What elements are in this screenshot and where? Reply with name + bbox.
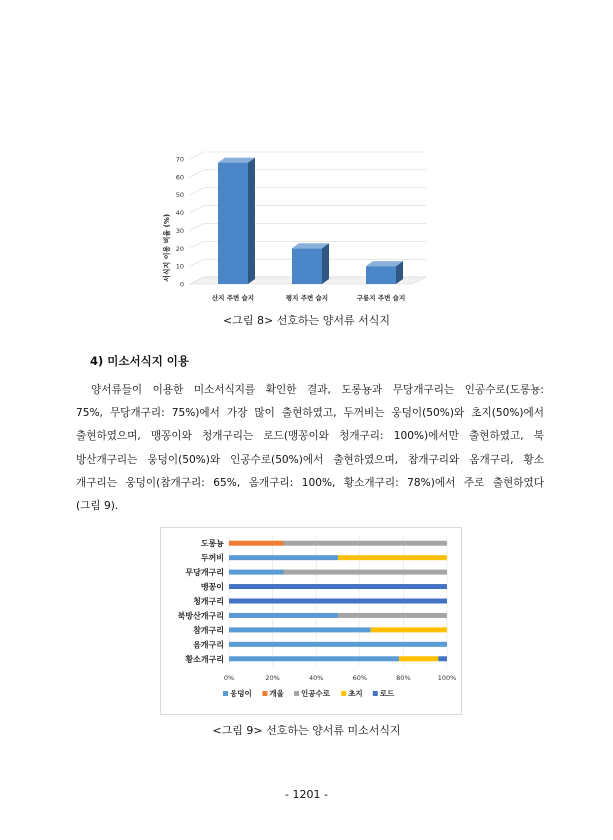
figure8-gridline-side xyxy=(190,152,204,159)
figure9-legend xyxy=(223,688,395,698)
figure8-chart xyxy=(150,138,450,308)
figure9-bar-segment xyxy=(229,642,447,647)
figure8-bar-front xyxy=(366,266,396,284)
figure8-gridline-side xyxy=(190,259,204,266)
figure8-gridline-side xyxy=(190,223,204,230)
figure9-legend-swatch xyxy=(223,691,228,696)
figure8-bar xyxy=(292,243,329,284)
figure9-x-tick-label: 60% xyxy=(352,674,368,682)
figure8-bar xyxy=(366,261,403,284)
figure9-x-tick-label: 0% xyxy=(223,674,235,682)
figure9-bar-segment xyxy=(284,541,448,546)
figure9-bar-segment xyxy=(229,599,447,604)
body-paragraph xyxy=(76,379,544,518)
figure8-y-tick-label: 60 xyxy=(175,173,184,182)
figure9-bar-segment xyxy=(399,656,438,661)
figure8-y-tick-label: 50 xyxy=(175,191,184,200)
figure9-bar-segment xyxy=(229,627,371,632)
figure9-legend-label: 초지 xyxy=(348,689,363,698)
figure9-bar-segment xyxy=(229,613,338,618)
figure8-bar-side xyxy=(248,158,255,284)
figure9-x-tick-label: 40% xyxy=(308,674,324,682)
figure9-category-label: 무당개구리 xyxy=(185,568,224,578)
figure9-bar-segment xyxy=(438,656,447,661)
figure9-bar-segment xyxy=(338,555,447,560)
figure9-category-label: 옴개구리 xyxy=(193,640,224,650)
figure9-legend-label: 인공수로 xyxy=(301,689,330,698)
figure8-gridline-side xyxy=(190,188,204,195)
figure8-bars xyxy=(218,158,403,284)
paragraph-line: (그림 9). xyxy=(76,500,119,513)
figure9-category-label: 참개구리 xyxy=(193,625,224,635)
figure8-y-axis-label: 서식지 이용 비율 (%) xyxy=(163,213,171,283)
figure9-x-tick-label: 20% xyxy=(265,674,280,682)
figure8-bar-side xyxy=(322,243,329,284)
paragraph-line: 출현하였으며, 맹꽁이와 청개구리는 로드(맹꽁이와 청개구리: 100%)에서만 출현하였고, 북 xyxy=(76,430,544,443)
figure9-bar-segment xyxy=(229,555,338,560)
figure9-x-tick-label: 80% xyxy=(396,674,411,682)
figure8-gridline-side xyxy=(190,206,204,213)
figure9-bar-segment xyxy=(229,584,447,589)
page-number: - 1201 - xyxy=(285,788,328,801)
paragraph-line: 방산개구리는 웅덩이(50%)와 인공수로(50%)에서 출현하였으며, 참개구리와 옴개구리, 황소 xyxy=(76,453,544,466)
figure9-category-labels xyxy=(177,539,225,664)
paragraph-line: 양서류들이 이용한 미소서식지를 확인한 결과, 도롱뇽과 무당개구리는 인공수로(도롱뇽: xyxy=(91,384,544,396)
figure9-bar-segment xyxy=(229,656,399,661)
figure9-category-label: 청개구리 xyxy=(193,597,224,606)
figure8-y-tick-label: 70 xyxy=(175,155,184,164)
paragraph-line: 개구리는 웅덩이(참개구리: 65%, 옴개구리: 100%, 황소개구리: 78%)에서 주로 출현하였다 xyxy=(76,476,544,489)
figure8-category-labels xyxy=(212,293,405,302)
figure8-y-tick-label: 30 xyxy=(175,226,184,235)
paragraph-line: 75%, 무당개구리: 75%)에서 가장 많이 출현하였고, 두꺼비는 웅덩이(50%)와 초지(50%)에서 xyxy=(76,407,544,420)
figure8-category-label: 구릉지 주변 습지 xyxy=(356,294,406,302)
figure9-bars xyxy=(229,541,447,662)
figure9-bar-segment xyxy=(338,613,447,618)
figure8-gridline-side xyxy=(190,170,204,177)
figure9-category-label: 북방산개구리 xyxy=(177,611,224,621)
figure8-y-tick-labels xyxy=(176,156,184,289)
figure9-category-label: 두꺼비 xyxy=(200,553,224,563)
figure8-bar xyxy=(218,158,255,284)
figure9-legend-label: 개울 xyxy=(269,689,284,698)
figure9-bar-segment xyxy=(284,570,448,575)
figure9-caption: <그림 9> 선호하는 양서류 미소서식지 xyxy=(212,724,401,737)
figure8-y-tick-label: 10 xyxy=(175,262,184,271)
figure9-bar-segment xyxy=(229,570,284,575)
section-heading: 4) 미소서식지 이용 xyxy=(90,354,190,368)
figure9-x-tick-label: 100% xyxy=(437,674,457,682)
figure9-category-label: 도롱뇽 xyxy=(200,539,224,549)
figure8-category-label: 평지 주변 습지 xyxy=(285,294,329,302)
figure9-category-label: 맹꽁이 xyxy=(200,582,224,592)
figure9-legend-label: 웅덩이 xyxy=(230,689,252,698)
figure9-legend-swatch xyxy=(373,691,378,696)
figure9-chart-frame xyxy=(160,527,462,715)
figure9-x-tick-labels xyxy=(224,674,456,682)
figure9-legend-label: 로드 xyxy=(379,689,395,698)
figure8-category-label: 산지 주변 습지 xyxy=(211,294,255,302)
figure8-y-tick-label: 40 xyxy=(175,209,184,218)
figure8-gridline-side xyxy=(190,241,204,248)
figure9-legend-swatch xyxy=(294,691,299,696)
figure8-bar-front xyxy=(218,163,248,284)
figure8-caption: <그림 8> 선호하는 양서류 서식지 xyxy=(223,314,390,327)
figure9-legend-swatch xyxy=(262,691,267,696)
figure9-bar-segment xyxy=(371,627,447,632)
figure8-bar-front xyxy=(292,248,322,284)
figure9-legend-swatch xyxy=(341,691,346,696)
figure9-chart xyxy=(161,528,461,714)
figure9-category-label: 황소개구리 xyxy=(185,654,224,664)
figure9-bar-segment xyxy=(229,541,284,546)
figure8-y-tick-label: 20 xyxy=(175,244,184,253)
figure8-y-tick-label: 0 xyxy=(179,280,184,289)
